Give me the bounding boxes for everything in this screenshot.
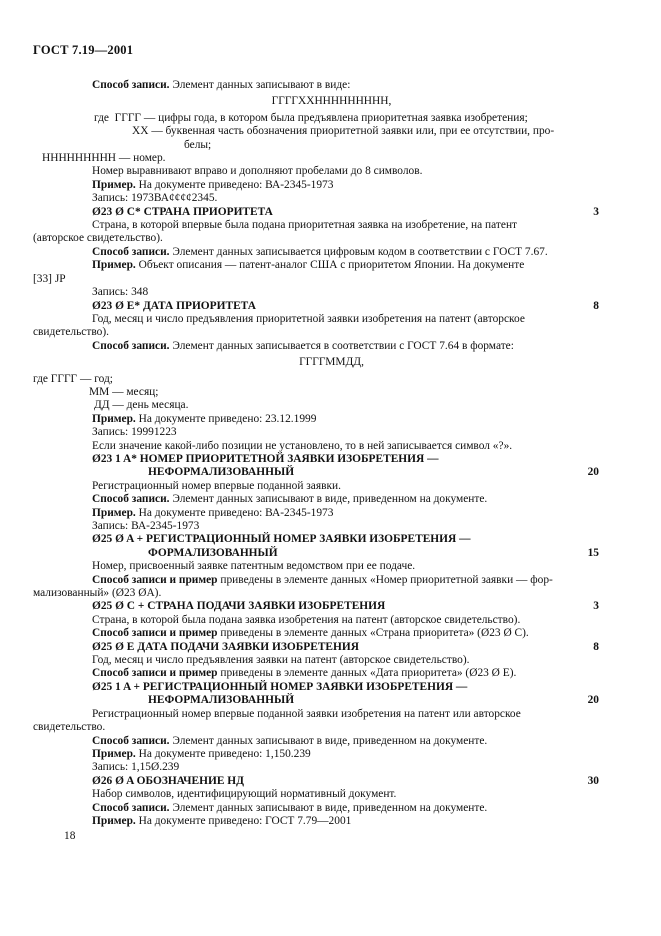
element-length: 3	[593, 205, 599, 218]
term: ГГГГ	[114, 111, 142, 124]
element-title: НЕФОРМАЛИЗОВАННЫЙ	[148, 694, 295, 707]
text: Элемент данных записывают в виде, приведенном на документе.	[172, 801, 488, 814]
paragraph	[64, 627, 599, 640]
label-example: Пример.	[92, 814, 136, 827]
text: — буквенная часть обозначения приоритетной заявки или, при ее отсутствии, про-	[151, 125, 555, 138]
element-length: 3	[593, 600, 599, 613]
paragraph: (авторское свидетельство).	[33, 232, 163, 245]
text: Элемент данных записывают в виде, приведенном на документе.	[172, 493, 488, 506]
paragraph	[64, 413, 599, 426]
label-recording-and-example: Способ записи и пример	[92, 667, 218, 680]
text: Объект описания — патент-аналог США с приоритетом Японии. На документе	[138, 259, 525, 272]
paragraph: Номер выравнивают вправо и дополняют пробелами до 8 символов.	[92, 165, 423, 178]
element-code: Ø23 Ø E*	[92, 299, 141, 312]
label-example: Пример.	[92, 178, 136, 191]
paragraph: Регистрационный номер впервые поданной заявки изобретения на патент или авторское	[92, 707, 521, 720]
paragraph	[64, 493, 599, 506]
element-length: 8	[593, 299, 599, 312]
paragraph: Год, месяц и число предъявления заявки на патент (авторское свидетельство).	[92, 654, 470, 667]
paragraph	[64, 802, 599, 815]
section-heading	[64, 775, 599, 788]
element-code: Ø25 Ø C +	[92, 600, 145, 613]
text: На документе приведено: ВА-2345-1973	[138, 506, 334, 519]
paragraph: Страна, в которой впервые была подана приоритетная заявка на изобретение, на патент	[92, 219, 518, 232]
paragraph	[64, 574, 599, 587]
term: XX	[132, 125, 149, 138]
element-code: Ø23 1 A*	[92, 452, 137, 465]
definition-row	[64, 125, 599, 138]
section-heading-cont	[64, 466, 599, 479]
text: На документе приведено: ГОСТ 7.79—2001	[138, 814, 352, 827]
element-length: 20	[587, 694, 599, 707]
element-title: ОБОЗНАЧЕНИЕ НД	[136, 774, 244, 787]
definition-row: белы;	[184, 138, 212, 151]
text: приведены в элементе данных «Дата приоритета» (Ø23 Ø E).	[220, 667, 517, 680]
paragraph	[64, 259, 599, 272]
label-recording-and-example: Способ записи и пример	[92, 573, 218, 586]
label-example: Пример.	[92, 747, 136, 760]
paragraph	[64, 507, 599, 520]
element-code: Ø26 Ø A	[92, 774, 134, 787]
text: приведены в элементе данных «Номер приоритетной заявки — фор-	[220, 573, 553, 586]
text: — цифры года, в котором была предъявлена приоритетная заявка изобретения;	[143, 111, 528, 124]
paragraph: свидетельство.	[33, 721, 106, 734]
paragraph	[64, 79, 599, 92]
section-heading	[64, 681, 599, 694]
record: Запись: ВА-2345-1973	[92, 520, 200, 532]
paragraph	[64, 748, 599, 761]
section-heading	[64, 453, 599, 466]
paragraph: Год, месяц и число предъявления приоритетной заявки изобретения на патент (авторское	[92, 312, 525, 325]
page-number: 18	[64, 830, 76, 842]
element-title: РЕГИСТРАЦИОННЫЙ НОМЕР ЗАЯВКИ ИЗОБРЕТЕНИЯ —	[145, 533, 471, 546]
text: приведены в элементе данных «Страна приоритета» (Ø23 Ø C).	[220, 627, 529, 640]
paragraph: [33] JP	[33, 272, 66, 285]
label-recording-method: Способ записи.	[92, 801, 170, 814]
section-heading-cont	[64, 694, 599, 707]
element-title: ДАТА ПРИОРИТЕТА	[142, 299, 256, 312]
section-heading	[64, 300, 599, 313]
label-recording-method: Способ записи.	[92, 339, 170, 352]
paragraph: мализованный» (Ø23 ØA).	[33, 587, 162, 600]
label-recording-method: Способ записи.	[92, 79, 170, 91]
element-title: СТРАНА ПРИОРИТЕТА	[143, 205, 273, 218]
paragraph	[64, 667, 599, 680]
element-title: ДАТА ПОДАЧИ ЗАЯВКИ ИЗОБРЕТЕНИЯ	[137, 640, 359, 653]
label-example: Пример.	[92, 412, 136, 425]
section-heading	[64, 533, 599, 546]
label-example: Пример.	[92, 259, 136, 272]
paragraph: Номер, присвоенный заявке патентным ведомством при ее подаче.	[92, 560, 416, 573]
section-heading	[64, 600, 599, 613]
paragraph	[64, 179, 599, 192]
element-title: СТРАНА ПОДАЧИ ЗАЯВКИ ИЗОБРЕТЕНИЯ	[147, 600, 386, 613]
text: Элемент данных записывается в соответствии с ГОСТ 7.64 в формате:	[172, 339, 514, 352]
paragraph	[64, 735, 599, 748]
paragraph: свидетельство).	[33, 326, 109, 339]
format-string: ГГГГХХННННННННН,	[271, 95, 392, 108]
section-heading	[64, 206, 599, 219]
label-recording-method: Способ записи.	[92, 734, 170, 747]
text: На документе приведено: 23.12.1999	[138, 412, 317, 425]
text: На документе приведено: ВА-2345-1973	[138, 178, 334, 191]
element-length: 30	[587, 774, 599, 787]
text: На документе приведено: 1,150.239	[138, 747, 311, 760]
record: Запись: 19991223	[92, 426, 177, 439]
element-code: Ø25 Ø E	[92, 640, 135, 653]
text: Элемент данных записывают в виде:	[172, 79, 351, 91]
paragraph: Набор символов, идентифицирующий нормативный документ.	[92, 788, 397, 801]
record: Запись: 1973ВА¢¢¢¢2345.	[92, 192, 218, 205]
element-length: 15	[587, 546, 599, 559]
paragraph	[64, 246, 599, 259]
element-length: 8	[593, 640, 599, 653]
element-length: 20	[587, 466, 599, 479]
record: Запись: 1,15Ø.239	[92, 761, 180, 774]
label-recording-method: Способ записи.	[92, 493, 170, 506]
page-header: ГОСТ 7.19—2001	[33, 43, 134, 57]
definition-row: где ГГГГ — год;	[33, 372, 113, 385]
text: Элемент данных записывают в виде, приведенном на документе.	[172, 734, 488, 747]
element-code: Ø23 Ø C*	[92, 205, 141, 218]
text: Элемент данных записывается цифровым кодом в соответствии с ГОСТ 7.67.	[172, 245, 548, 258]
paragraph: Страна, в которой была подана заявка изобретения на патент (авторское свидетельство).	[92, 613, 521, 626]
label-example: Пример.	[92, 506, 136, 519]
paragraph	[64, 815, 599, 828]
label-recording-method: Способ записи.	[92, 245, 170, 258]
definition-row	[64, 112, 599, 125]
element-title: РЕГИСТРАЦИОННЫЙ НОМЕР ЗАЯВКИ ИЗОБРЕТЕНИЯ —	[142, 680, 468, 693]
record: Запись: 348	[92, 286, 149, 299]
paragraph: Если значение какой-либо позиции не установлено, то в ней записывается символ «?».	[92, 439, 513, 452]
definition-row: ММ — месяц;	[89, 385, 159, 398]
element-title: ФОРМАЛИЗОВАННЫЙ	[148, 546, 278, 559]
text: где	[94, 111, 109, 124]
format-string: ГГГГММДД,	[299, 356, 364, 369]
element-code: Ø25 1 A +	[92, 680, 140, 693]
element-title: НЕФОРМАЛИЗОВАННЫЙ	[148, 466, 295, 479]
element-code: Ø25 Ø A +	[92, 533, 144, 546]
element-title: НОМЕР ПРИОРИТЕТНОЙ ЗАЯВКИ ИЗОБРЕТЕНИЯ —	[139, 452, 439, 465]
definition-row: ННННННННН — номер.	[42, 152, 166, 165]
document-body	[33, 79, 599, 828]
section-heading-cont	[64, 547, 599, 560]
paragraph: Регистрационный номер впервые поданной заявки.	[92, 479, 341, 492]
definition-row: ДД — день месяца.	[94, 399, 189, 412]
section-heading	[64, 641, 599, 654]
label-recording-and-example: Способ записи и пример	[92, 627, 218, 640]
paragraph	[64, 340, 599, 353]
